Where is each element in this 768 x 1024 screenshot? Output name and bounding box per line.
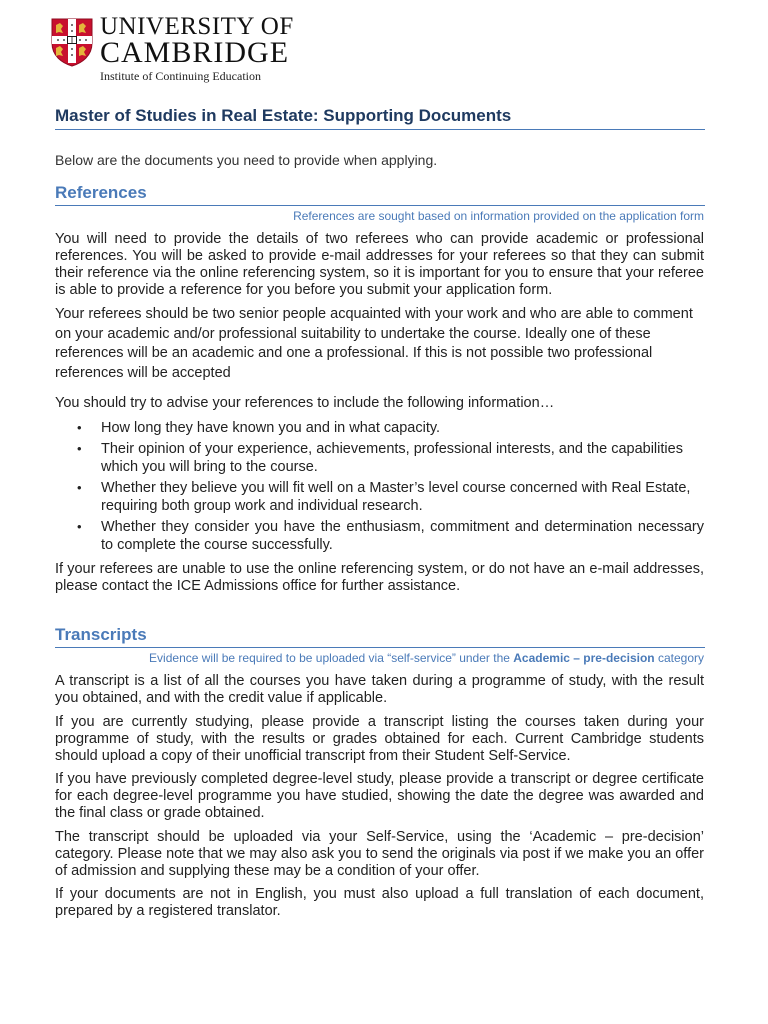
references-bullet-list — [55, 419, 704, 557]
transcripts-paragraph-1: A transcript is a list of all the courses you have taken during a programme of study, with the result you obtained, and with the credit value if applicable. — [55, 673, 704, 706]
transcripts-paragraph-3: If you have previously completed degree-level study, please provide a transcript or degree certificate for each degree-level programme you have studied, showing the date the degree was awarded and the final class or grade obtained. — [55, 771, 704, 821]
transcripts-paragraph-2: If you are currently studying, please provide a transcript listing the courses taken during your programme of study, with the results or grades obtained for each. Current Cambridge students should upload a copy of their unofficial transcript from their Student Self-Service. — [55, 714, 704, 764]
transcripts-subnote-suffix: category — [654, 651, 704, 665]
transcripts-subnote — [55, 651, 704, 665]
institute-name: Institute of Continuing Education — [100, 69, 261, 83]
references-subnote: References are sought based on information provided on the application form — [293, 209, 704, 223]
references-paragraph-1: You will need to provide the details of two referees who can provide academic or professional references. You will be asked to provide e-mail addresses for your referees so that they can submit their reference via the online referencing system, so it is important for you to ensure that your referee is able to provide a reference for you before you submit your application form. — [55, 231, 704, 298]
transcripts-heading: Transcripts — [55, 625, 705, 648]
transcripts-paragraph-5: If your documents are not in English, you must also upload a full translation of each document, prepared by a registered translator. — [55, 886, 704, 919]
university-name-line2: CAMBRIDGE — [100, 36, 290, 69]
university-name-line1: UNIVERSITY OF — [100, 13, 294, 40]
references-paragraph-3: You should try to advise your references to include the following information… — [55, 395, 555, 411]
transcripts-paragraph-4: The transcript should be uploaded via your Self-Service, using the ‘Academic – pre-decision’ category. Please note that we may also ask you to send the originals via post if we make you an offer of admission and supplying these may be a condition of your offer. — [55, 829, 704, 879]
list-item: • Whether they believe you will fit well on a Master’s level course concerned with Real Estate, requiring both group work and individual research. — [55, 479, 704, 515]
transcripts-subnote-prefix: Evidence will be required to be uploaded via “self-service” under the — [149, 651, 514, 665]
list-item: • Their opinion of your experience, achievements, professional interests, and the capabilities which you will bring to the course. — [55, 440, 704, 476]
references-paragraph-4: If your referees are unable to use the online referencing system, or do not have an e-mail addresses, please contact the ICE Admissions office for further assistance. — [55, 561, 704, 594]
list-item: • How long they have known you and in what capacity. — [55, 419, 704, 437]
university-logo — [50, 14, 310, 86]
transcripts-subnote-category: Academic – pre-decision — [513, 651, 655, 665]
list-item: • Whether they consider you have the enthusiasm, commitment and determination necessary to complete the course successfully. — [55, 518, 704, 554]
references-paragraph-2: Your referees should be two senior people acquainted with your work and who are able to comment on your academic and/or professional suitability to undertake the course. Ideally one of these references will be an academic and one a professional. If this is not possible two professional references will be accepted — [55, 306, 693, 381]
intro-text: Below are the documents you need to provide when applying. — [55, 152, 438, 168]
references-heading: References — [55, 183, 705, 206]
cambridge-crest-icon — [50, 17, 94, 67]
page-title: Master of Studies in Real Estate: Supporting Documents — [55, 106, 705, 130]
